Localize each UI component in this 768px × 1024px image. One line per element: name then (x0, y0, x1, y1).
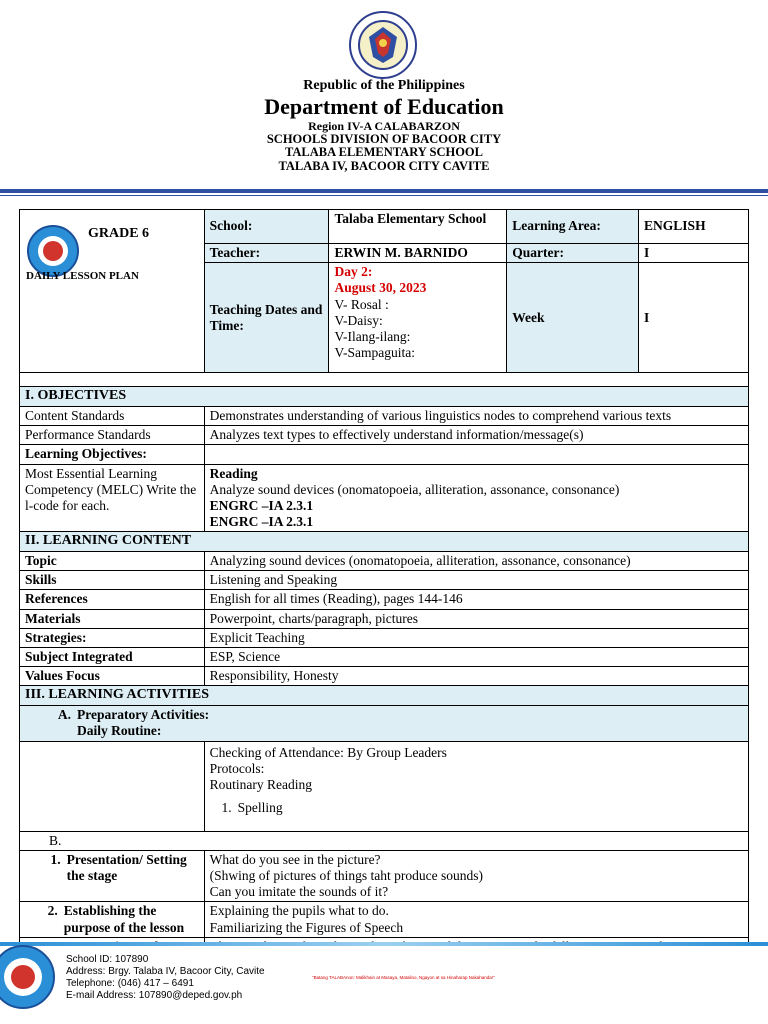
republic-text: Republic of the Philippines (303, 78, 465, 93)
materials-label: Materials (20, 609, 205, 628)
daily-routine: Daily Routine: (77, 723, 162, 739)
school-text: TALABA ELEMENTARY SCHOOL (285, 145, 483, 159)
presentation-line-3: Can you imitate the sounds of it? (209, 884, 389, 900)
school-address: TALABA IV, BACOOR CITY CAVITE (278, 159, 490, 173)
prep-letter: A. (57, 707, 71, 723)
grade-label: GRADE 6 (88, 226, 150, 241)
subject-integrated-label: Subject Integrated (20, 648, 205, 667)
purpose-line-2: Familiarizing the Figures of Speech (209, 919, 404, 935)
purpose-label (20, 902, 205, 937)
prep-title-text: Preparatory Activities: (77, 707, 210, 723)
footer-telephone: Telephone: (046) 417 – 6491 (66, 978, 194, 989)
melc-code-1: ENGRC –IA 2.3.1 (209, 497, 314, 513)
header-divider (0, 189, 768, 193)
day-text: Day 2: (334, 264, 373, 280)
footer-school-logo (0, 944, 56, 1010)
melc-value (204, 464, 748, 532)
objectives-heading: I. OBJECTIVES (20, 387, 749, 407)
area-label: Learning Area: (507, 210, 639, 244)
footer-school-id: School ID: 107890 (66, 954, 149, 965)
presentation-label (20, 850, 205, 902)
performance-standards-label: Performance Standards (20, 426, 205, 445)
purpose-text: Establishing the purpose of the lesson (63, 903, 185, 935)
dates-label: Teaching Dates and Time: (204, 263, 329, 373)
spelling-item (210, 800, 743, 816)
melc-label: Most Essential Learning Competency (MELC) Write the l-code for each. (20, 464, 205, 532)
footer-motto: "Batang TALABAnon: Malikhain at Masaya, Matalino, Ngayon at sa Hinaharap Nakahanda!" (312, 975, 495, 980)
preparatory-title (25, 707, 743, 723)
protocols-text: Protocols: (209, 760, 265, 776)
strategies-label: Strategies: (20, 628, 205, 647)
section-b-letter: B. (49, 832, 62, 848)
section-ilang-ilang: V-Ilang-ilang: (334, 328, 411, 344)
content-standards-value: Demonstrates understanding of various linguistics nodes to comprehend various texts (204, 406, 748, 425)
quarter-value: I (639, 244, 749, 263)
deped-seal (348, 10, 418, 80)
skills-value: Listening and Speaking (204, 571, 748, 590)
melc-text: Analyze sound devices (onomatopoeia, alliteration, assonance, consonance) (209, 481, 620, 497)
department-title: Department of Education (264, 94, 504, 119)
spacer-row (20, 373, 749, 387)
region-text: Region IV-A CALABARZON (308, 119, 460, 133)
subject-integrated-value: ESP, Science (204, 648, 748, 667)
references-value: English for all times (Reading), pages 144-146 (204, 590, 748, 609)
footer-wave-bar (0, 942, 768, 946)
section-sampaguita: V-Sampaguita: (334, 345, 415, 361)
routine-left-cell (20, 741, 205, 831)
purpose-value (204, 902, 748, 937)
learning-objectives-label: Learning Objectives: (20, 445, 205, 464)
attendance-text: Checking of Attendance: By Group Leaders (209, 744, 447, 760)
presentation-line-1: What do you see in the picture? (209, 851, 381, 867)
topic-value: Analyzing sound devices (onomatopoeia, alliteration, assonance, consonance) (204, 552, 748, 571)
footer-email: E-mail Address: 107890@deped.gov.ph (66, 990, 243, 1001)
learning-content-heading: II. LEARNING CONTENT (20, 532, 749, 552)
division-text: SCHOOLS DIVISION OF BACOOR CITY (266, 132, 502, 146)
purpose-num: 2. (47, 903, 58, 919)
values-focus-label: Values Focus (20, 667, 205, 686)
school-label: School: (204, 210, 329, 244)
teacher-label: Teacher: (204, 244, 329, 263)
footer (0, 942, 768, 1024)
presentation-num: 1. (50, 851, 61, 867)
spelling-text: Spelling (237, 800, 283, 816)
footer-contact (66, 954, 265, 1002)
header-divider-thin (0, 195, 768, 196)
section-rosal: V- Rosal : (334, 296, 389, 312)
references-label: References (20, 590, 205, 609)
routine-value (204, 741, 748, 831)
teacher-value: ERWIN M. BARNIDO (329, 244, 507, 263)
week-label: Week (507, 263, 639, 373)
dates-value (329, 263, 507, 373)
preparatory-activities-row (20, 706, 749, 741)
materials-value: Powerpoint, charts/paragraph, pictures (204, 609, 748, 628)
content-standards-label: Content Standards (20, 406, 205, 425)
learning-objectives-value (204, 445, 748, 464)
values-focus-value: Responsibility, Honesty (204, 667, 748, 686)
footer-address: Address: Brgy. Talaba IV, Bacoor City, Cavite (66, 966, 265, 977)
spelling-num: 1. (221, 800, 232, 816)
grade-cell (20, 210, 205, 373)
topic-label: Topic (20, 552, 205, 571)
presentation-text: Presentation/ Setting the stage (66, 851, 187, 883)
section-b-row (20, 831, 749, 850)
performance-standards-value: Analyzes text types to effectively understand information/message(s) (204, 426, 748, 445)
dlp-label: DAILY LESSON PLAN (26, 270, 139, 282)
skills-label: Skills (20, 571, 205, 590)
lesson-plan-table (19, 209, 749, 957)
purpose-line-1: Explaining the pupils what to do. (209, 903, 389, 919)
presentation-line-2: (Shwing of pictures of things taht produce sounds) (209, 867, 483, 883)
melc-title: Reading (209, 465, 258, 481)
area-value: ENGLISH (639, 210, 749, 244)
quarter-label: Quarter: (507, 244, 639, 263)
presentation-value (204, 850, 748, 902)
school-value: Talaba Elementary School (329, 210, 507, 244)
learning-activities-heading: III. LEARNING ACTIVITIES (20, 686, 749, 706)
strategies-value: Explicit Teaching (204, 628, 748, 647)
week-value: I (639, 263, 749, 373)
date-text: August 30, 2023 (334, 280, 427, 296)
routinary-reading-text: Routinary Reading (209, 776, 312, 792)
melc-code-2: ENGRC –IA 2.3.1 (209, 514, 314, 530)
section-daisy: V-Daisy: (334, 312, 383, 328)
